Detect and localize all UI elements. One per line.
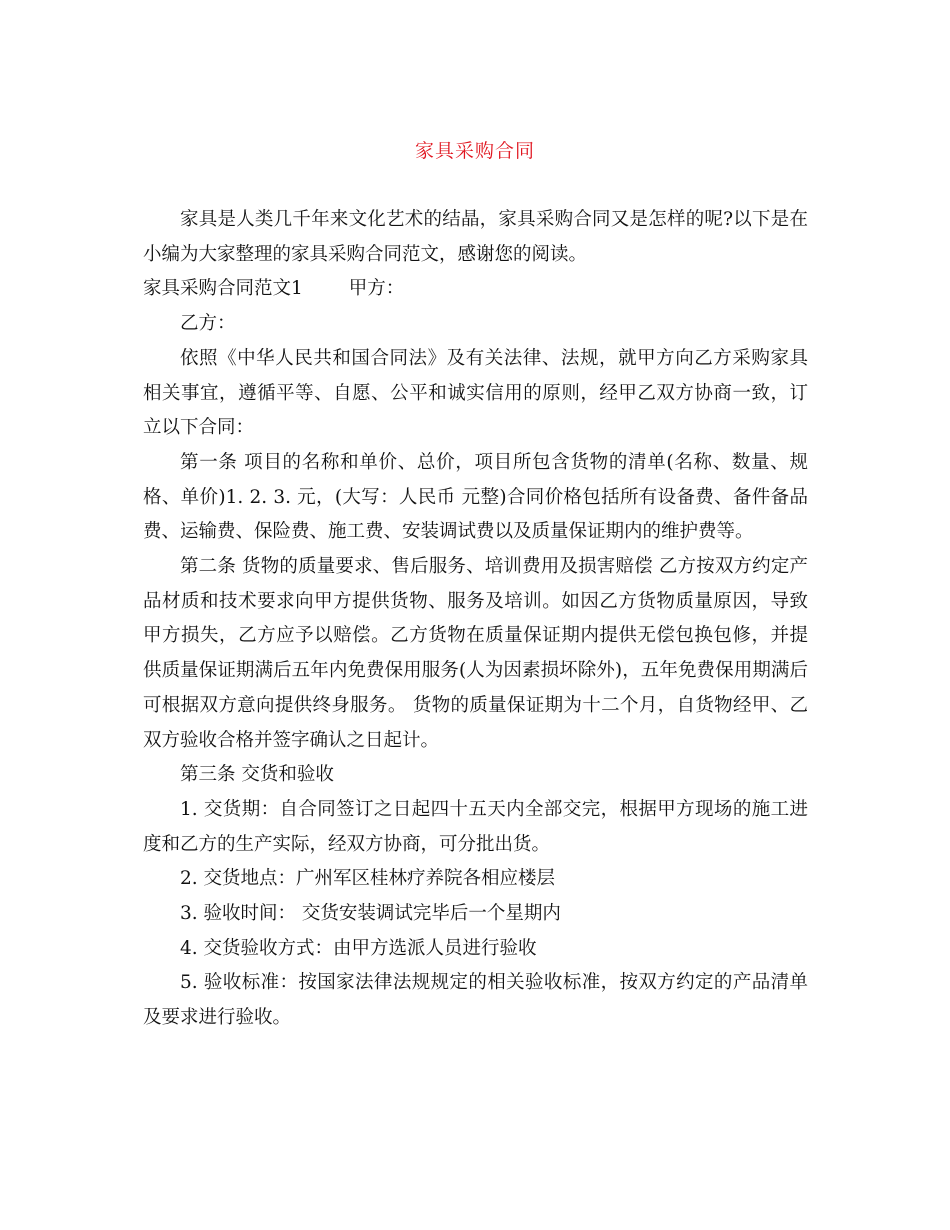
list-item: 5. 验收标准：按国家法律法规规定的相关验收标准，按双方约定的产品清单及要求进行验收。 [143, 972, 808, 1029]
party-b-label: 乙方： [180, 313, 236, 335]
intro-paragraph: 家具是人类几千年来文化艺术的结晶，家具采购合同又是怎样的呢?以下是在小编为大家整理的家具采购合同范文，感谢您的阅读。 [143, 209, 808, 265]
document-title: 家具采购合同 [414, 140, 535, 162]
article-2-paragraph: 第二条 货物的质量要求、售后服务、培训费用及损害赔偿 乙方按双方约定产品材质和技术要求向甲方提供货物、服务及培训。如因乙方货物质量原因，导致甲方损失，乙方应予以赔偿。乙方货物在质量保证期内提供无偿包换包修，并提供质量保证期满后五年内免费保用服务(人为因素损坏除外)，五年免费保用期满后可根据双方意向提供终身服务。 货物的质量保证期为十二个月，自货物经甲、乙双方验收合格并签字确认之日起计。 [143, 556, 808, 751]
list-item: 3. 验收时间： 交货安装调试完毕后一个星期内 [180, 903, 561, 925]
preamble-paragraph: 依照《中华人民共和国合同法》及有关法律、法规，就甲方向乙方采购家具相关事宜，遵循平等、自愿、公平和诚实信用的原则，经甲乙双方协商一致，订立以下合同： [143, 347, 808, 439]
article-3-heading: 第三条 交货和验收 [180, 764, 334, 786]
article-1-paragraph: 第一条 项目的名称和单价、总价，项目所包含货物的清单(名称、数量、规格、单价)1. 2. 3. 元，(大写：人民币 元整)合同价格包括所有设备费、备件备品费、运输费、保险费、施工费、安装调试费以及质量保证期内的维护费等。 [143, 451, 808, 543]
sample-heading-line [143, 272, 808, 307]
document-body [143, 203, 808, 1036]
list-item: 1. 交货期：自合同签订之日起四十五天内全部交完，根据甲方现场的施工进度和乙方的生产实际，经双方协商，可分批出货。 [143, 798, 808, 855]
list-item: 2. 交货地点：广州军区桂林疗养院各相应楼层 [180, 868, 556, 890]
list-item: 4. 交货验收方式：由甲方选派人员进行验收 [180, 937, 537, 959]
sample-heading: 家具采购合同范文1 [143, 278, 303, 300]
party-a-label: 甲方： [348, 278, 405, 300]
